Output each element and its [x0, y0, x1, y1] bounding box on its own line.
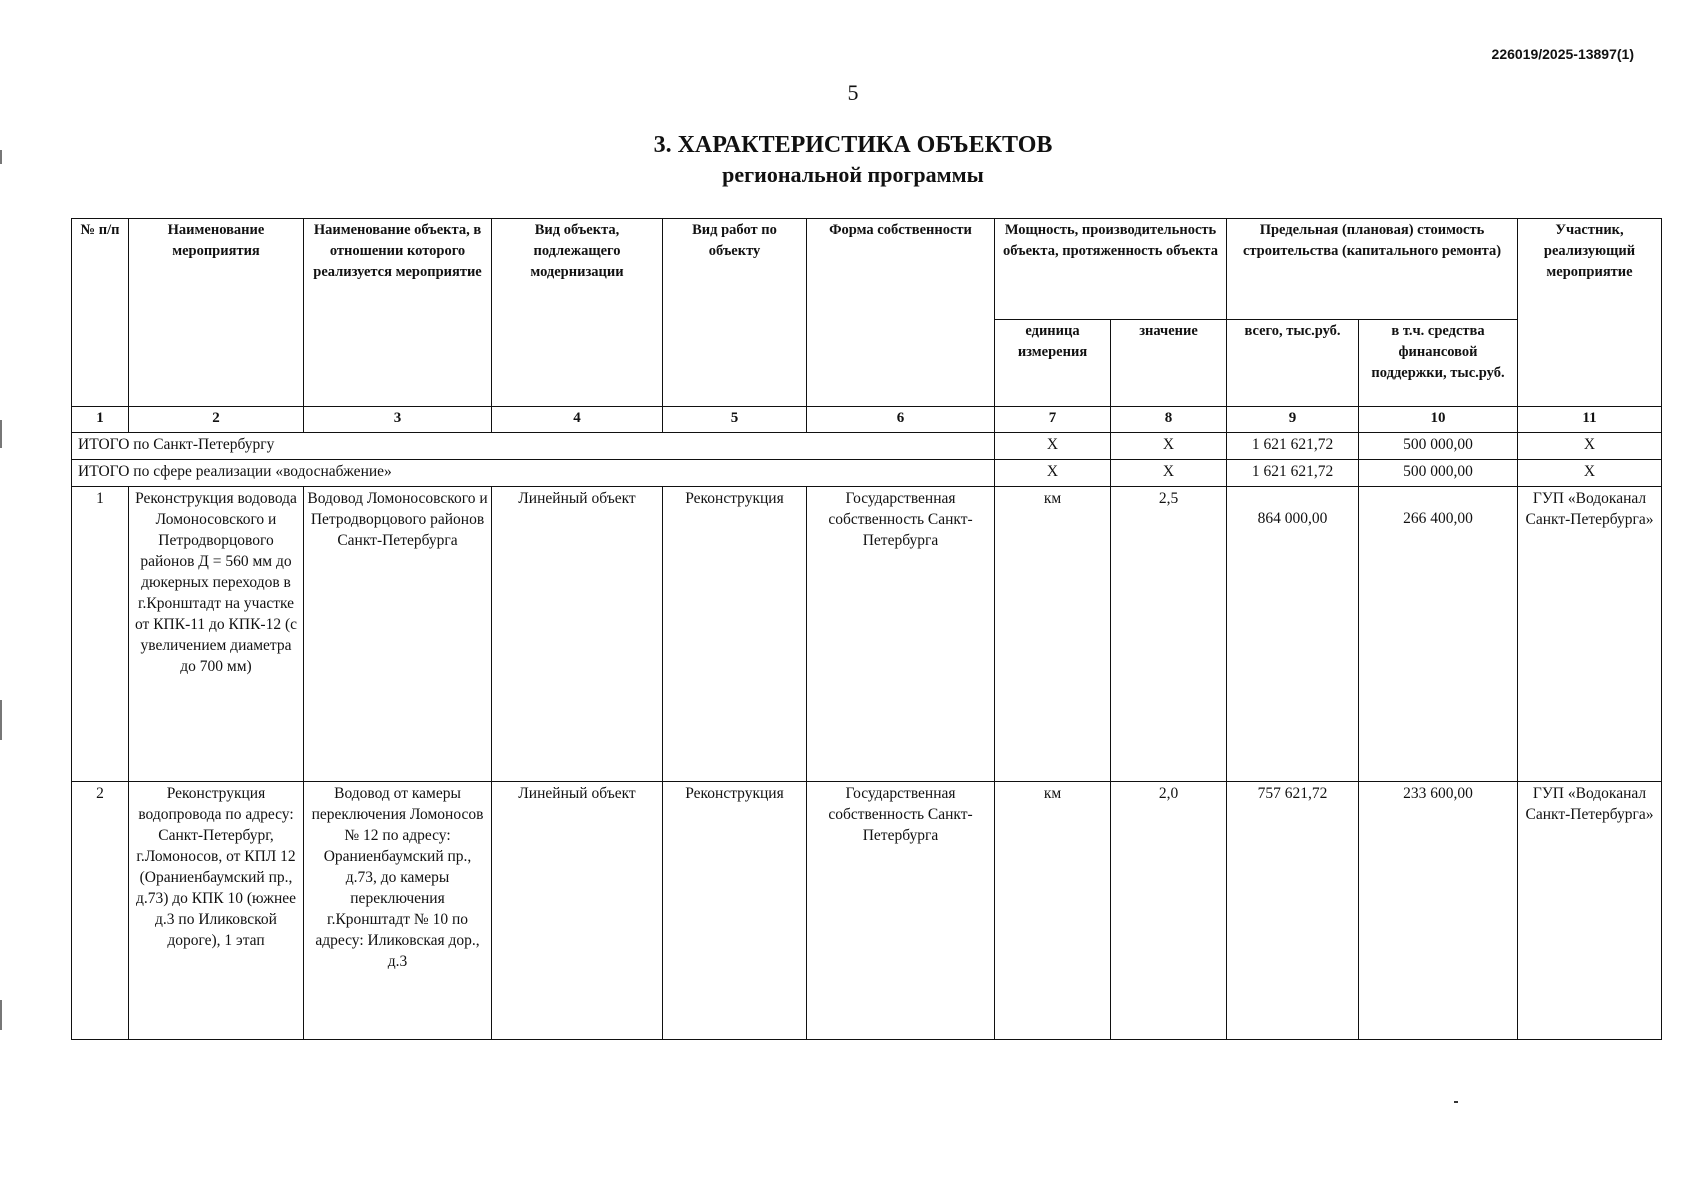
cell-object-type: Линейный объект — [492, 782, 663, 1040]
cell-event-name: Реконструкция водовода Ломоносовского и Петродворцового районов Д = 560 мм до дюкерных переходов в г.Кронштадт на участке от КПК-11 до КПК-12 (с увеличением диаметра до 700 мм) — [129, 487, 304, 782]
table-row — [72, 782, 1662, 1040]
column-number: 10 — [1359, 407, 1518, 433]
cell-ownership: Государственная собственность Санкт-Петербурга — [807, 782, 995, 1040]
column-number: 9 — [1227, 407, 1359, 433]
cell-object-name: Водовод от камеры переключения Ломоносов № 12 по адресу: Ораниенбаумский пр., д.73, до камеры переключения г.Кронштадт № 10 по адресу: Иликовская дор., д.3 — [304, 782, 492, 1040]
total-label: ИТОГО по Санкт-Петербургу — [72, 433, 995, 460]
cell-unit: км — [995, 487, 1111, 782]
header-capacity-group: Мощность, производительность объекта, протяженность объекта — [995, 219, 1227, 320]
document-id: 226019/2025-13897(1) — [1491, 46, 1634, 62]
column-number: 2 — [129, 407, 304, 433]
column-number: 1 — [72, 407, 129, 433]
page-subtitle: региональной программы — [722, 162, 984, 187]
header-object-type: Вид объекта, подлежащего модернизации — [492, 219, 663, 407]
total-cost-support: 500 000,00 — [1359, 433, 1518, 460]
column-number: 8 — [1111, 407, 1227, 433]
cell-event-name: Реконструкция водопровода по адресу: Санкт-Петербург, г.Ломоносов, от КПЛ 12 (Ораниенбаумский пр., д.73) до КПК 10 (южнее д.3 по Иликовской дороге), 1 этап — [129, 782, 304, 1040]
header-unit: единица измерения — [995, 320, 1111, 407]
cell-cost-support: 266 400,00 — [1359, 487, 1518, 782]
total-participant: Х — [1518, 460, 1662, 487]
total-cost-total: 1 621 621,72 — [1227, 433, 1359, 460]
objects-table — [71, 218, 1662, 1040]
cell-work-type: Реконструкция — [663, 487, 807, 782]
header-cost-total: всего, тыс.руб. — [1227, 320, 1359, 407]
cell-participant: ГУП «Водоканал Санкт-Петербурга» — [1518, 782, 1662, 1040]
scan-margin-mark — [0, 420, 2, 448]
column-number: 11 — [1518, 407, 1662, 433]
column-number: 4 — [492, 407, 663, 433]
scan-margin-mark — [0, 700, 2, 740]
cell-unit: км — [995, 782, 1111, 1040]
header-work-type: Вид работ по объекту — [663, 219, 807, 407]
total-row-spb — [72, 433, 1662, 460]
cell-ownership: Государственная собственность Санкт-Петербурга — [807, 487, 995, 782]
cell-cost-total: 864 000,00 — [1227, 487, 1359, 782]
total-unit: Х — [995, 433, 1111, 460]
header-value: значение — [1111, 320, 1227, 407]
page-title: 3. ХАРАКТЕРИСТИКА ОБЪЕКТОВ — [653, 132, 1053, 158]
total-value: Х — [1111, 433, 1227, 460]
header-object-name: Наименование объекта, в отношении которого реализуется мероприятие — [304, 219, 492, 407]
column-number: 6 — [807, 407, 995, 433]
column-numbers-row — [72, 407, 1662, 433]
scan-margin-mark — [0, 1000, 2, 1030]
cell-num: 2 — [72, 782, 129, 1040]
cell-cost-support: 233 600,00 — [1359, 782, 1518, 1040]
header-participant: Участник, реализующий мероприятие — [1518, 219, 1662, 407]
header-ownership: Форма собственности — [807, 219, 995, 407]
total-participant: Х — [1518, 433, 1662, 460]
table-row — [72, 487, 1662, 782]
scan-dot — [1454, 1101, 1458, 1103]
total-value: Х — [1111, 460, 1227, 487]
column-number: 3 — [304, 407, 492, 433]
total-cost-support: 500 000,00 — [1359, 460, 1518, 487]
header-num: № п/п — [72, 219, 129, 407]
column-number: 7 — [995, 407, 1111, 433]
cell-participant: ГУП «Водоканал Санкт-Петербурга» — [1518, 487, 1662, 782]
header-cost-group: Предельная (плановая) стоимость строительства (капитального ремонта) — [1227, 219, 1518, 320]
page-number: 5 — [847, 80, 859, 105]
cell-value: 2,0 — [1111, 782, 1227, 1040]
cell-object-name: Водовод Ломоносовского и Петродворцового районов Санкт-Петербурга — [304, 487, 492, 782]
header-cost-support: в т.ч. средства финансовой поддержки, тыс.руб. — [1359, 320, 1518, 407]
total-unit: Х — [995, 460, 1111, 487]
cell-cost-total: 757 621,72 — [1227, 782, 1359, 1040]
cell-work-type: Реконструкция — [663, 782, 807, 1040]
total-cost-total: 1 621 621,72 — [1227, 460, 1359, 487]
total-row-water-supply — [72, 460, 1662, 487]
column-number: 5 — [663, 407, 807, 433]
cell-object-type: Линейный объект — [492, 487, 663, 782]
cell-value: 2,5 — [1111, 487, 1227, 782]
total-label: ИТОГО по сфере реализации «водоснабжение» — [72, 460, 995, 487]
cell-num: 1 — [72, 487, 129, 782]
header-event-name: Наименование мероприятия — [129, 219, 304, 407]
